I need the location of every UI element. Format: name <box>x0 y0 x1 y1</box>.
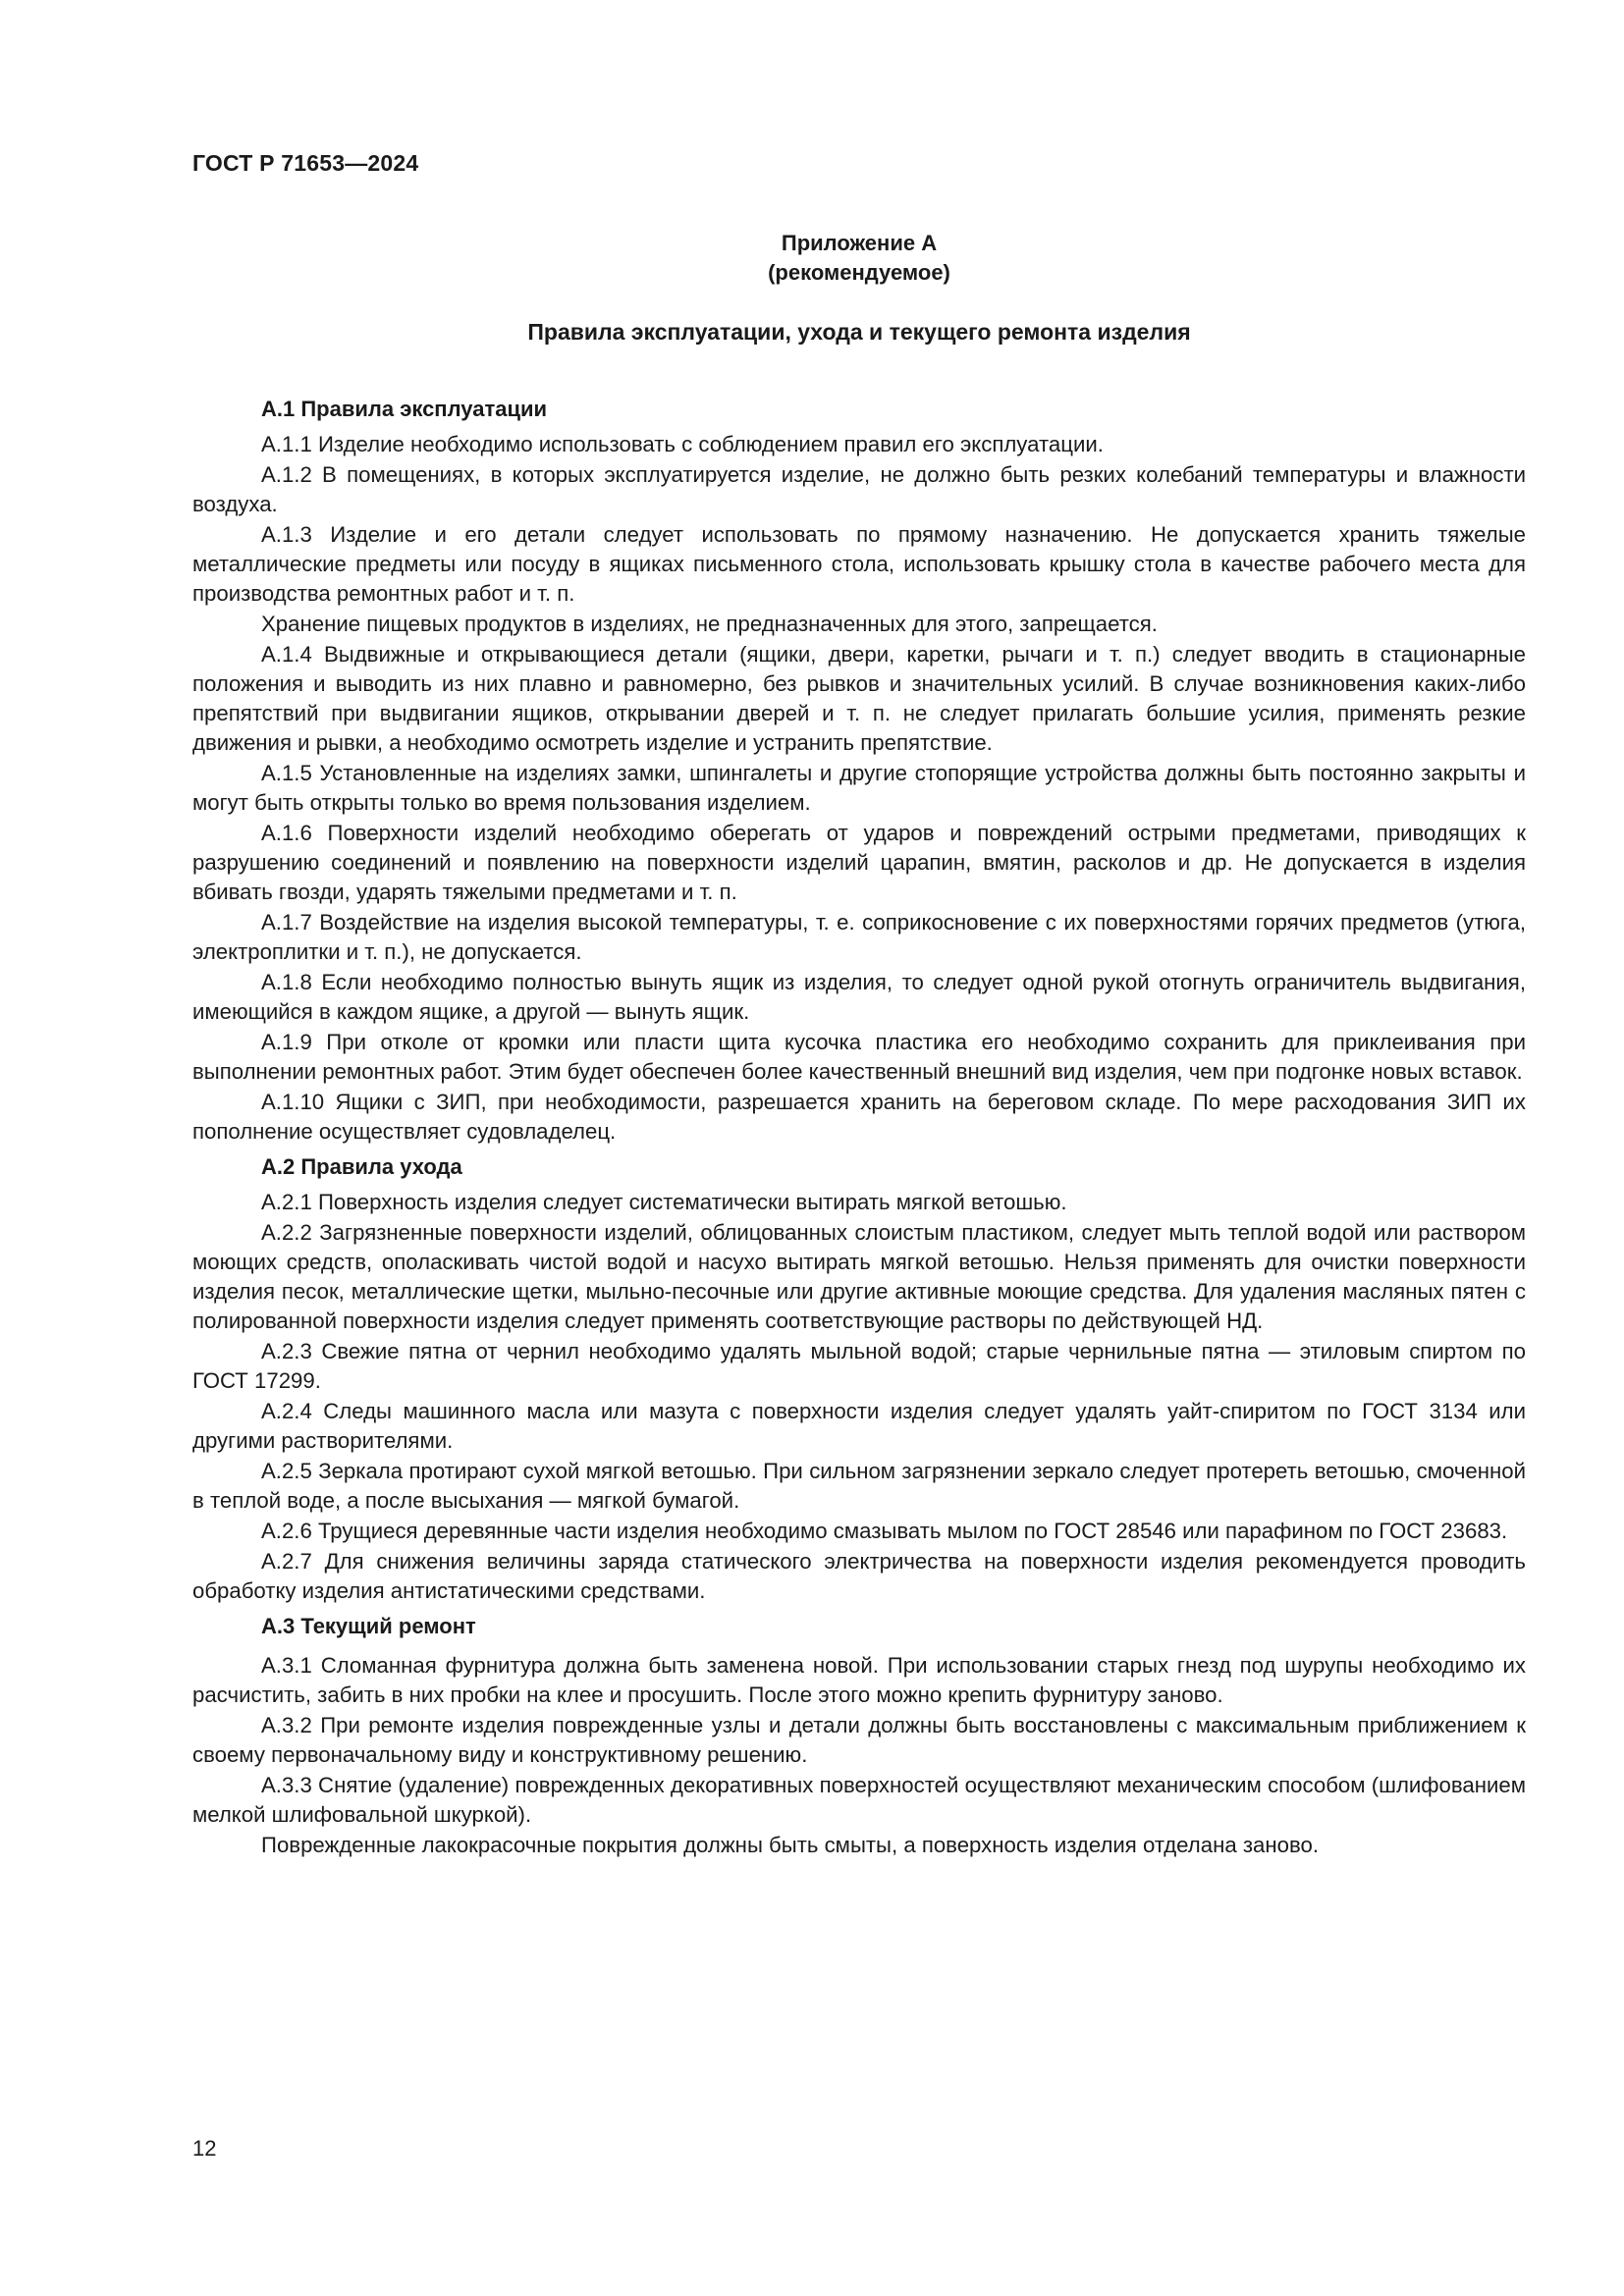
paragraph-a-1-8: А.1.8 Если необходимо полностью вынуть ящик из изделия, то следует одной рукой отогнуть ограничитель выдвигания, имеющийся в каждом ящике, а другой — вынуть ящик. <box>192 970 1526 1024</box>
paragraph-a-1-3: А.1.3 Изделие и его детали следует использовать по прямому назначению. Не допускается хранить тяжелые металлические предметы или посуду в ящиках письменного стола, использовать крышку стола в качестве рабочего места для производства ремонтных работ и т. п. <box>192 522 1526 606</box>
appendix-label: Приложение А <box>781 231 938 255</box>
paragraph-a-3-3: А.3.3 Снятие (удаление) поврежденных декоративных поверхностей осуществляют механическим способом (шлифованием мелкой шлифовальной шкуркой). <box>192 1773 1526 1827</box>
paragraph-a-2-7: А.2.7 Для снижения величины заряда статического электричества на поверхности изделия рекомендуется проводить обработку изделия антистатическими средствами. <box>192 1549 1526 1603</box>
paragraph-a-1-7: А.1.7 Воздействие на изделия высокой температуры, т. е. соприкосновение с их поверхностями горячих предметов (утюга, электроплитки и т. п.), не допускается. <box>192 910 1526 964</box>
paragraph-a-3-1: А.3.1 Сломанная фурнитура должна быть заменена новой. При использовании старых гнезд под шурупы необходимо их расчистить, забить в них пробки на клее и просушить. После этого можно крепить фурнитуру заново. <box>192 1653 1526 1707</box>
paragraph-a-1-5: А.1.5 Установленные на изделиях замки, шпингалеты и другие стопорящие устройства должны быть постоянно закрыты и могут быть открыты только во время пользования изделием. <box>192 761 1526 815</box>
paragraph-a-1-2: А.1.2 В помещениях, в которых эксплуатируется изделие, не должно быть резких колебаний температуры и влажности воздуха. <box>192 462 1526 516</box>
paragraph-a-1-6: А.1.6 Поверхности изделий необходимо оберегать от ударов и повреждений острыми предметами, приводящих к разрушению соединений и появлению на поверхности изделий царапин, вмятин, расколов и др. Не допускается в изделия вбивать гвозди, ударять тяжелыми предметами и т. п. <box>192 821 1526 904</box>
paragraph-food-storage: Хранение пищевых продуктов в изделиях, не предназначенных для этого, запрещается. <box>261 612 1158 636</box>
appendix-status: (рекомендуемое) <box>768 260 950 285</box>
document-body <box>192 395 1526 1861</box>
appendix-heading <box>192 229 1526 288</box>
paragraph-a-2-3: А.2.3 Свежие пятна от чернил необходимо удалять мыльной водой; старые чернильные пятна — этиловым спиртом по ГОСТ 17299. <box>192 1339 1526 1393</box>
paragraph-a-2-5: А.2.5 Зеркала протирают сухой мягкой ветошью. При сильном загрязнении зеркало следует протереть ветошью, смоченной в теплой воде, а после высыхания — мягкой бумагой. <box>192 1459 1526 1513</box>
paragraph-a-2-2: А.2.2 Загрязненные поверхности изделий, облицованных слоистым пластиком, следует мыть теплой водой или раствором моющих средств, ополаскивать чистой водой и насухо вытирать мягкой ветошью. Нельзя применять для очистки поверхности изделия песок, металлические щетки, мыльно-песочные или другие активные моющие средства. Для удаления масляных пятен с полированной поверхности изделия следует применять соответствующие растворы по действующей НД. <box>192 1220 1526 1333</box>
paragraph-a-2-1: А.2.1 Поверхность изделия следует систематически вытирать мягкой ветошью. <box>261 1190 1067 1214</box>
paragraph-a-2-6: А.2.6 Трущиеся деревянные части изделия необходимо смазывать мылом по ГОСТ 28546 или парафином по ГОСТ 23683. <box>261 1519 1508 1543</box>
paragraph-a-1-9: А.1.9 При отколе от кромки или пласти щита кусочка пластика его необходимо сохранить для приклеивания при выполнении ремонтных работ. Этим будет обеспечен более качественный внешний вид изделия, чем при подгонке новых вставок. <box>192 1030 1526 1084</box>
page-number: 12 <box>192 2136 217 2161</box>
paragraph-coatings: Поврежденные лакокрасочные покрытия должны быть смыты, а поверхность изделия отделана заново. <box>261 1833 1319 1857</box>
appendix-title: Правила эксплуатации, ухода и текущего ремонта изделия <box>527 319 1191 345</box>
section-heading-care: А.2 Правила ухода <box>261 1154 462 1179</box>
paragraph-a-1-10: А.1.10 Ящики с ЗИП, при необходимости, разрешается хранить на береговом складе. По мере расходования ЗИП их пополнение осуществляет судовладелец. <box>192 1090 1526 1144</box>
paragraph-a-3-2: А.3.2 При ремонте изделия поврежденные узлы и детали должны быть восстановлены с максимальным приближением к своему первоначальному виду и конструктивному решению. <box>192 1713 1526 1767</box>
section-heading-operation: А.1 Правила эксплуатации <box>261 397 548 421</box>
paragraph-a-1-1: А.1.1 Изделие необходимо использовать с соблюдением правил его эксплуатации. <box>261 432 1104 456</box>
document-code: ГОСТ Р 71653—2024 <box>192 150 419 176</box>
paragraph-a-1-4: А.1.4 Выдвижные и открывающиеся детали (ящики, двери, каретки, рычаги и т. п.) следует вводить в стационарные положения и выводить из них плавно и равномерно, без рывков и значительных усилий. В случае возникновения каких-либо препятствий при выдвигании ящиков, открывании дверей и т. п. не следует прилагать большие усилия, применять резкие движения и рывки, а необходимо осмотреть изделие и устранить препятствие. <box>192 642 1526 755</box>
section-heading-repair: А.3 Текущий ремонт <box>261 1614 476 1638</box>
paragraph-a-2-4: А.2.4 Следы машинного масла или мазута с поверхности изделия следует удалять уайт-спиритом по ГОСТ 3134 или другими растворителями. <box>192 1399 1526 1453</box>
